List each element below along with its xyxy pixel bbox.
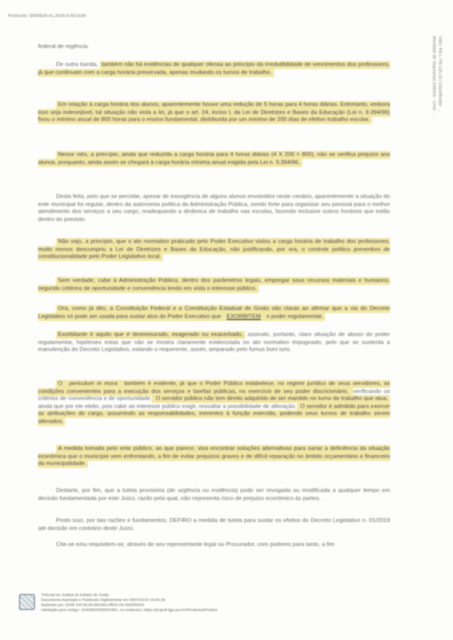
- footer-line-1: Tribunal de Justiça do Estado de Goiás: [41, 592, 109, 597]
- paragraph-segment: EXORBITEM: [226, 313, 261, 320]
- paragraph: [38, 446, 390, 469]
- paragraph-segment: O servidor é admitido para exercer as atribuições do cargo, assumindo as responsabilidades, inerentes à função exercida, podendo seus turnos de trabalho serem alterados.: [38, 403, 390, 425]
- paragraph: [38, 542, 390, 550]
- paragraph-text: A medida tomada pelo ente público, ao que parece, visa encontrar soluções alternativas para sanar a deficiência da situação econômica que o município vem enfrentando, a fim de evitar prejuízos graves e de difícil reparação no âmbito orçamentário e financeiro da municipalidade.: [38, 446, 390, 468]
- signature-footer: [19, 592, 319, 630]
- paragraph-segment: assinalo, portanto, claro situação de abuso do poder regulamentar, hipóteses estas que não se mostra claramente evidenciada no ato normativo impugnado, pelo que se sustenta a manutenção do Decreto Legislativo, estando o requerente, assim, amparado pelo fumus boni iuris.: [38, 332, 390, 354]
- footer-line-2: Documento Assinado e Publicado Digitalmente em 05/07/2019 15:40:30: [41, 597, 166, 602]
- court-seal-icon: [19, 594, 35, 610]
- paragraph-text: Destarte, por fim, que a tutela provisória (de urgência ou evidência) pode ser revogada ou modificada a qualquer tempo em decisão fundamentada por este Juízo, razão pela qual, não representa risco de prejuízo econômico às partes.: [38, 488, 390, 502]
- paragraph: [38, 239, 390, 262]
- paragraph-text: Sem verdade, cabe à Administração Pública, dentro dos parâmetros legais, empregar seus recursos materiais e humanos, segundo critérios de oportunidade e conveniência tendo em vista o interesse público.: [38, 278, 390, 292]
- paragraph: [38, 488, 390, 503]
- side-text-line-1: Valor: R$ 1.759.126,19 | Classificador: ...: [438, 36, 443, 112]
- paragraph-text: federal de regência.: [38, 44, 90, 50]
- paragraph-segment: também não há evidências de qualquer ofensa ao princípio da irredutibilidade de vencimentos dos professores, já que continuam com a carga horária preservada, apenas mudando os turnos de trabalho.: [38, 62, 390, 76]
- paragraph-text: Não vejo, a princípio, que o ato normativo praticado pelo Poder Executivo violou a carga horária de trabalho dos professores, muito menos descumpriu a Lei de Diretrizes e Bases da Educação, não justificando, por ora, o controle político preventivo de constitucionalidade pelo Poder Legislativo local.: [38, 239, 390, 261]
- paragraph-segment: Ora, como já dito, a Constituição Federal e a Constituição Estadual de Goiás são claras ao afirmar que a via do Decreto Legislativo só pode ser usada para sustar atos do Poder Executivo que: [38, 306, 390, 320]
- paragraph-segment: também é evidente, já que o Poder Público estabelece, no regime jurídico de seus servidores, as condições convenientes para a execução dos serviços e tarefas públicas, no exercício de seu poder discricionário,: [38, 381, 390, 395]
- paragraph: [38, 194, 390, 224]
- footer-line-3: Assinado por JOSÉ DA SILVA MAGALHÃES DE ANDRADE: [41, 602, 145, 607]
- paragraph-text: Desta feita, pelo que se percebe, apesar de insurgência de alguns alunos envolvidos neste cenário, aparentemente a situação do ente municipal foi regular, dentro da autonomia política da Administração Pública, sendo forte para organizar seu pessoal para o melhor atendimento dos serviços a seu cargo, readequando a dinâmica de trabalho nas escolas, fazendo inclusive outros horários que estão dentro do previsto.: [38, 194, 390, 223]
- paragraph: [38, 518, 390, 533]
- paragraph-segment: o poder regulamentar.: [264, 313, 324, 320]
- side-text-line-2: Mandado de Segurança Coletivo - Cível - ...: [432, 36, 437, 118]
- paragraph: [38, 332, 390, 355]
- paragraph-text: Nesse viés, a princípio, ainda que reduzida a carga horária para 4 horas diárias (4 X 200 = 800), não se verifica prejuízo aos alunos, porquanto, ainda assim se chegará à carga horária mínima anual exigida pela Lei n. 9.394/96.: [38, 152, 390, 166]
- paragraph: [38, 381, 390, 427]
- paragraph-segment: O: [58, 381, 66, 387]
- protocol-header: Protocolo: 5000529-41.2019.8.09.0100: [8, 13, 87, 18]
- paragraph-text: Cite-se e/ou requisitem-se, através de seu representante legal ou Procurador, com poderes para tanto, a fim: [56, 542, 335, 548]
- footer-line-4: Validação pelo código: 10493500305001561, no endereço: https://projudi.tjgo.jus.br/PendenciaPublica: [41, 607, 218, 612]
- paragraph: [38, 102, 390, 125]
- paragraph-segment: O servidor público não tem direito adquirido de ser mantido no turno de trabalho que atua,: [154, 396, 388, 403]
- paragraph: [38, 278, 390, 293]
- paragraph-segment: periculum in mora: [69, 381, 118, 387]
- paragraph: [38, 62, 390, 77]
- paragraph-segment: De outra banda,: [56, 62, 100, 68]
- paragraph-text: Posto isso, por tais razões e fundamentos, DEFIRO a medida de tutela para sustar os efeitos do Decreto Legislativo n. 01/2019 até decisão em contrário deste Juízo.: [38, 518, 390, 532]
- paragraph-segment: verificando os critérios de conveniência e de oportunidade.: [38, 388, 390, 403]
- paragraph: [38, 44, 390, 52]
- paragraph: [38, 306, 390, 321]
- paragraph-text: Em relação à carga horária dos alunos, aparentemente houve uma redução de 5 horas para 4 horas diárias. Entretanto, embora isso seja indesejável, tal situação não viola a lei, já que o art. 24, inciso I, da Lei de Diretrizes e Bases da Educação (Lei n. 9.394/96) fixou o mínimo anual de 800 horas para o ensino fundamental, distribuída por um mínimo de 200 dias de efetivo trabalho escolar.: [38, 102, 390, 124]
- paragraph-segment: ainda que por ele eleito, pois cabe ao interesse público exigir, ressaltar a possibilidade de alteração.: [38, 403, 297, 410]
- side-margin-text: [429, 36, 447, 326]
- paragraph-segment: Exorbitante é aquilo que é desmesurado, exagerado ou exacerbado,: [58, 332, 243, 338]
- paragraph: [38, 152, 390, 167]
